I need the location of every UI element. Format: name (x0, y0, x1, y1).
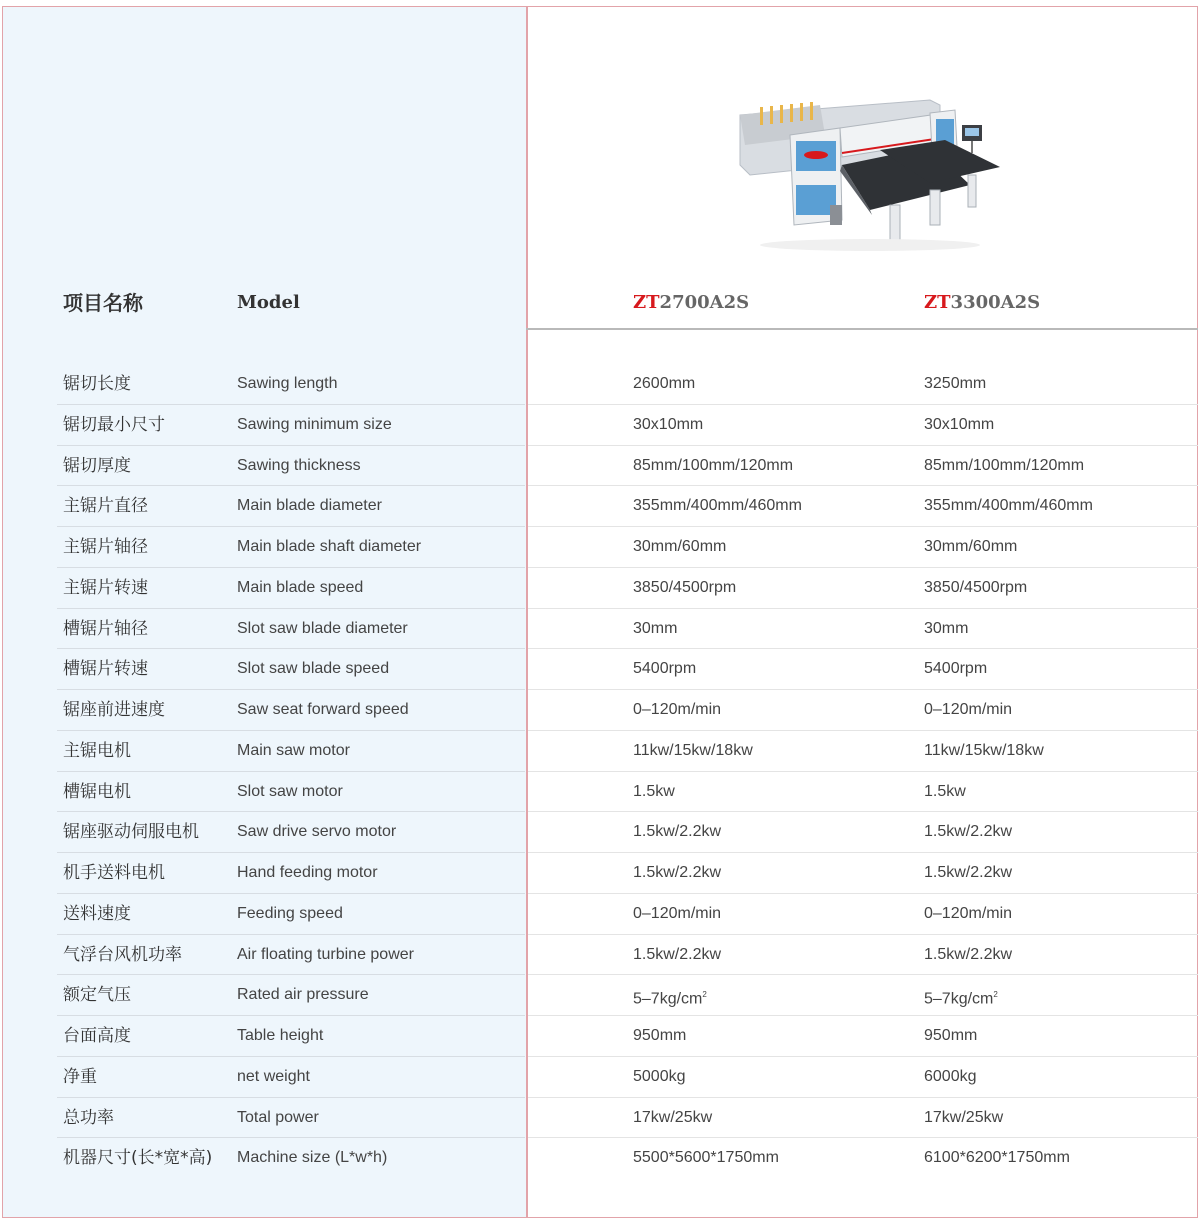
spec-value-zt3300a2s: 355mm/400mm/460mm (924, 497, 1093, 515)
table-row (0, 853, 1202, 894)
spec-value-zt2700a2s: 0–120m/min (633, 701, 722, 718)
superscript: 2 (702, 990, 707, 1000)
table-row (0, 364, 1202, 405)
spec-name-cn: 主锯片转速 (63, 577, 148, 598)
spec-name-cn: 机手送料电机 (63, 863, 165, 883)
value-text: 5–7kg/cm (633, 990, 703, 1008)
spec-name-cn: 锯切厚度 (63, 455, 131, 476)
spec-value-zt3300a2s (924, 975, 998, 1019)
superscript: 2 (993, 990, 998, 1000)
spec-value-zt2700a2s: 3850/4500rpm (633, 578, 737, 596)
spec-value-zt2700a2s: 5500*5600*1750mm (633, 1149, 779, 1167)
table-row (0, 568, 1202, 609)
spec-name-en: Machine size (L*w*h) (237, 1149, 388, 1167)
header-model-zt2700a2s (633, 288, 749, 318)
spec-name-en: Hand feeding motor (237, 864, 378, 881)
spec-value-zt2700a2s: 950mm (633, 1027, 687, 1044)
table-row (0, 731, 1202, 772)
spec-value-zt3300a2s: 0–120m/min (924, 904, 1013, 922)
spec-name-en: Feeding speed (237, 904, 343, 922)
spec-value-zt2700a2s: 1.5kw/2.2kw (633, 864, 722, 881)
spec-name-cn: 额定气压 (63, 985, 131, 1006)
table-row (0, 446, 1202, 487)
spec-value-zt2700a2s: 11kw/15kw/18kw (633, 741, 753, 759)
spec-value-zt2700a2s: 5400rpm (633, 660, 697, 678)
spec-value-zt3300a2s: 6000kg (924, 1067, 977, 1085)
spec-name-en: Sawing thickness (237, 456, 361, 474)
spec-name-cn: 净重 (63, 1066, 97, 1087)
spec-value-zt2700a2s: 17kw/25kw (633, 1108, 713, 1126)
table-row (0, 1016, 1202, 1057)
spec-value-zt2700a2s: 30mm (633, 619, 678, 637)
model-number: 3300A2S (950, 292, 1041, 313)
spec-value-zt3300a2s: 5400rpm (924, 660, 988, 678)
spec-value-zt2700a2s: 30x10mm (633, 415, 704, 433)
spec-name-cn: 槽锯片轴径 (63, 618, 148, 639)
spec-value-zt2700a2s (633, 975, 707, 1019)
spec-value-zt2700a2s: 1.5kw/2.2kw (633, 823, 722, 841)
spec-name-en: Slot saw blade speed (237, 660, 390, 678)
table-row (0, 527, 1202, 568)
spec-value-zt2700a2s: 1.5kw/2.2kw (633, 945, 722, 963)
model-prefix: ZT (633, 292, 660, 313)
spec-value-zt2700a2s: 0–120m/min (633, 904, 722, 922)
table-row (0, 772, 1202, 813)
spec-name-en: Saw seat forward speed (237, 701, 409, 718)
spec-name-cn: 送料速度 (63, 903, 131, 924)
spec-name-en: Sawing length (237, 375, 338, 392)
table-row (0, 1057, 1202, 1098)
header-item-name-cn: 项目名称 (63, 291, 143, 315)
table-row (0, 649, 1202, 690)
spec-value-zt3300a2s: 0–120m/min (924, 701, 1013, 718)
spec-value-zt3300a2s: 3250mm (924, 375, 987, 392)
value-text: 5–7kg/cm (924, 990, 994, 1008)
table-row (0, 1138, 1202, 1179)
spec-name-en: Total power (237, 1108, 319, 1126)
spec-value-zt3300a2s: 17kw/25kw (924, 1108, 1004, 1126)
spec-value-zt3300a2s: 950mm (924, 1027, 978, 1044)
spec-value-zt3300a2s: 30mm/60mm (924, 538, 1018, 555)
spec-value-zt2700a2s: 1.5kw (633, 782, 675, 800)
spec-name-en: Main blade shaft diameter (237, 538, 422, 555)
spec-name-cn: 机器尺寸(长*宽*高) (63, 1148, 213, 1169)
spec-value-zt3300a2s: 30x10mm (924, 415, 995, 433)
header-underline (526, 328, 1198, 330)
spec-value-zt3300a2s: 1.5kw/2.2kw (924, 945, 1013, 963)
spec-name-en: Air floating turbine power (237, 945, 414, 963)
spec-name-cn: 气浮台风机功率 (63, 944, 182, 965)
table-row (0, 486, 1202, 527)
spec-value-zt3300a2s: 11kw/15kw/18kw (924, 741, 1044, 759)
spec-value-zt2700a2s: 5000kg (633, 1067, 686, 1085)
spec-name-cn: 总功率 (63, 1107, 114, 1128)
spec-value-zt2700a2s: 2600mm (633, 375, 696, 392)
model-prefix: ZT (924, 292, 951, 313)
header-model-zt3300a2s (924, 288, 1040, 318)
spec-name-en: Rated air pressure (237, 986, 369, 1004)
spec-value-zt3300a2s: 3850/4500rpm (924, 578, 1028, 596)
spec-name-cn: 锯座驱动伺服电机 (63, 822, 199, 843)
table-row (0, 1098, 1202, 1139)
spec-name-en: Sawing minimum size (237, 415, 392, 433)
table-row (0, 812, 1202, 853)
spec-value-zt2700a2s: 30mm/60mm (633, 538, 727, 555)
spec-name-en: Saw drive servo motor (237, 823, 397, 841)
spec-name-cn: 锯切最小尺寸 (63, 414, 165, 435)
spec-name-cn: 台面高度 (63, 1026, 131, 1046)
panel-saw-machine-icon (730, 95, 1010, 255)
spec-value-zt3300a2s: 1.5kw/2.2kw (924, 864, 1013, 881)
spec-value-zt2700a2s: 355mm/400mm/460mm (633, 497, 802, 515)
spec-value-zt2700a2s: 85mm/100mm/120mm (633, 456, 794, 474)
spec-name-en: net weight (237, 1067, 310, 1085)
spec-name-en: Table height (237, 1027, 324, 1044)
spec-name-cn: 主锯片轴径 (63, 537, 148, 557)
table-row (0, 935, 1202, 976)
spec-name-en: Main blade speed (237, 578, 364, 596)
model-number: 2700A2S (659, 292, 750, 313)
spec-name-cn: 槽锯片转速 (63, 659, 148, 680)
spec-name-en: Main blade diameter (237, 497, 382, 515)
spec-value-zt3300a2s: 30mm (924, 619, 969, 637)
spec-value-zt3300a2s: 1.5kw/2.2kw (924, 823, 1013, 841)
spec-name-en: Slot saw motor (237, 782, 343, 800)
table-row (0, 405, 1202, 446)
spec-name-cn: 主锯片直径 (63, 496, 148, 517)
spec-value-zt3300a2s: 6100*6200*1750mm (924, 1149, 1070, 1167)
spec-value-zt3300a2s: 1.5kw (924, 782, 966, 800)
spec-name-en: Slot saw blade diameter (237, 619, 408, 637)
table-row (0, 975, 1202, 1016)
table-row (0, 609, 1202, 650)
table-row (0, 690, 1202, 731)
spec-name-en: Main saw motor (237, 741, 350, 759)
spec-value-zt3300a2s: 85mm/100mm/120mm (924, 456, 1085, 474)
spec-name-cn: 锯切长度 (63, 374, 131, 394)
header-model-label: Model (237, 292, 300, 313)
spec-table (0, 364, 1202, 1179)
spec-name-cn: 锯座前进速度 (63, 700, 165, 720)
table-row (0, 894, 1202, 935)
spec-name-cn: 槽锯电机 (63, 781, 131, 802)
spec-name-cn: 主锯电机 (63, 740, 131, 761)
